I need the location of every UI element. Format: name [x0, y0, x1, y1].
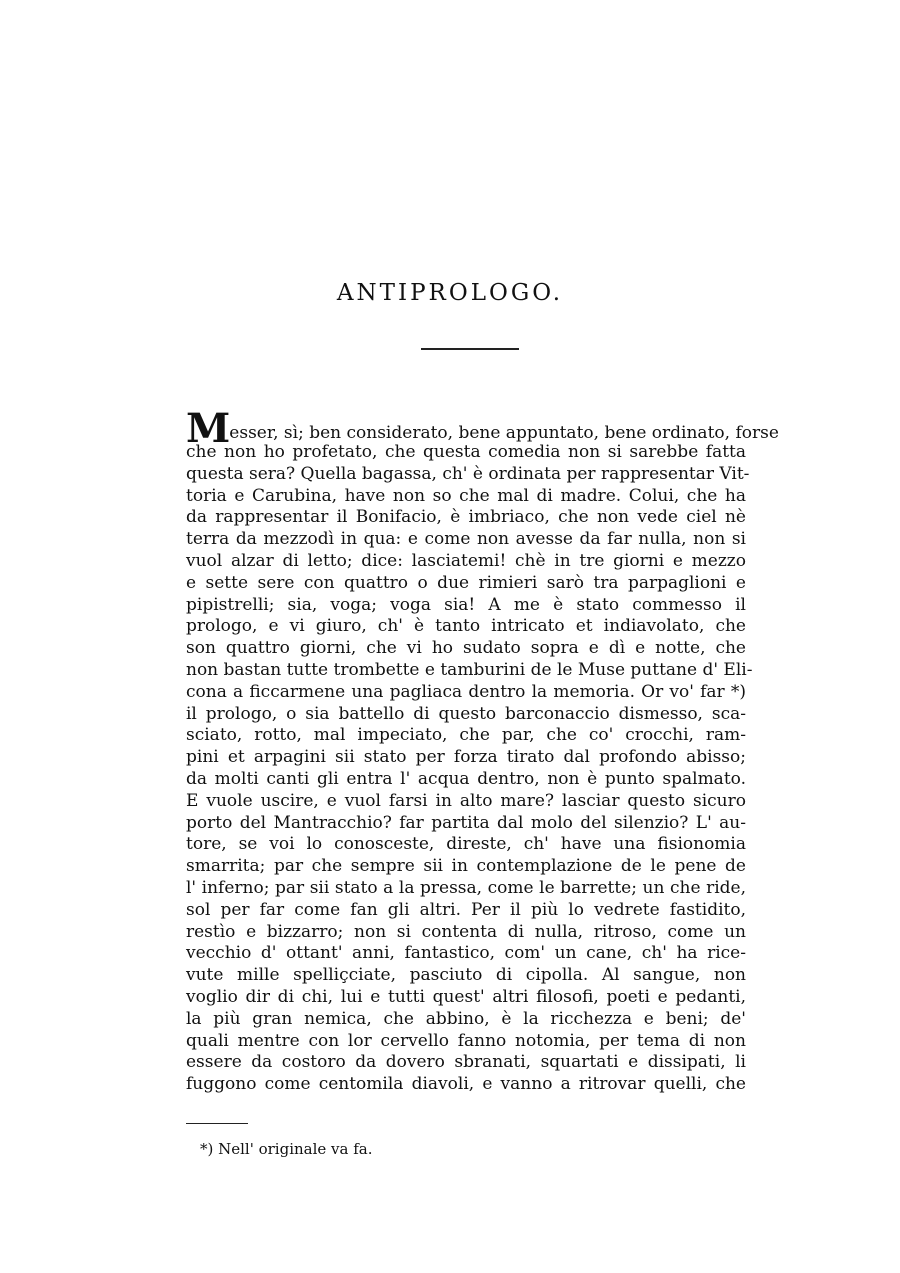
body-text: [186, 405, 779, 1096]
drop-cap: M: [186, 405, 230, 452]
text-line: essere da costoro da dovero sbranati, squartati e dissipati, li: [186, 1052, 746, 1073]
text-line: l' inferno; par sii stato a la pressa, come le barrette; un che ride,: [186, 877, 746, 898]
text-line: vecchio d' ottant' anni, fantastico, com' un cane, ch' ha rice-: [186, 943, 746, 964]
chapter-title: ANTIPROLOGO.: [336, 280, 564, 306]
text-line: porto del Mantracchio? far partita dal molo del silenzio? L' au-: [186, 812, 746, 833]
text-line: tore, se voi lo conosceste, direste, ch' have una fisionomia: [186, 834, 746, 855]
text-line: prologo, e vi giuro, ch' è tanto intricato et indiavolato, che: [186, 616, 746, 637]
text-line: pini et arpagini sii stato per forza tirato dal profondo abisso;: [186, 747, 746, 768]
text-line: la più gran nemica, che abbino, è la ricchezza e beni; de': [186, 1008, 746, 1029]
text-line: terra da mezzodì in qua: e come non avesse da far nulla, non si: [186, 529, 746, 550]
text-line: toria e Carubina, have non so che mal di madre. Colui, che ha: [186, 485, 746, 506]
text-line: da molti canti gli entra l' acqua dentro, non è punto spalmato.: [186, 768, 746, 789]
text-line: pipistrelli; sia, voga; voga sia! A me è stato commesso il: [186, 594, 746, 615]
text-line: vute mille spelliçciate, pasciuto di cipolla. Al sangue, non: [186, 965, 746, 986]
footnote-divider: [186, 1123, 248, 1124]
text-line: E vuole uscire, e vuol farsi in alto mare? lasciar questo sicuro: [186, 790, 746, 811]
text-line: cona a ficcarmene una pagliaca dentro la memoria. Or vo' far *): [186, 681, 746, 702]
text-line: sol per far come fan gli altri. Per il più lo vedrete fastidito,: [186, 899, 746, 920]
footnote: *) Nell' originale va fa.: [200, 1140, 373, 1158]
text-line: Messer, sì; ben considerato, bene appuntato, bene ordinato, forse: [186, 405, 779, 452]
text-line: questa sera? Quella bagassa, ch' è ordinata per rappresentar Vit-: [186, 463, 750, 484]
text-line: quali mentre con lor cervello fanno notomia, per tema di non: [186, 1030, 746, 1051]
text-line: fuggono come centomila diavoli, e vanno a ritrovar quelli, che: [186, 1074, 746, 1095]
text-line: che non ho profetato, che questa comedia non si sarebbe fatta: [186, 442, 746, 462]
text-line: smarrita; par che sempre sii in contemplazione de le pene de: [186, 856, 746, 877]
text-line: e sette sere con quattro o due rimieri sarò tra parpaglioni e: [186, 572, 746, 593]
text-line: son quattro giorni, che vi ho sudato sopra e dì e notte, che: [186, 638, 746, 659]
text-line: voglio dir di chi, lui e tutti quest' altri filosofi, poeti e pedanti,: [186, 986, 746, 1007]
title-divider: [421, 348, 519, 350]
text-line: vuol alzar di letto; dice: lasciatemi! chè in tre giorni e mezzo: [186, 550, 746, 571]
text-line: sciato, rotto, mal impeciato, che par, che co' crocchi, ram-: [186, 725, 746, 746]
text-line: restìo e bizzarro; non si contenta di nulla, ritroso, come un: [186, 921, 746, 942]
text-line: il prologo, o sia battello di questo barconaccio dismesso, sca-: [186, 703, 746, 724]
text-line: da rappresentar il Bonifacio, è imbriaco, che non vede ciel nè: [186, 507, 746, 528]
text-line: non bastan tutte trombette e tamburini de le Muse puttane d' Eli-: [186, 659, 753, 680]
